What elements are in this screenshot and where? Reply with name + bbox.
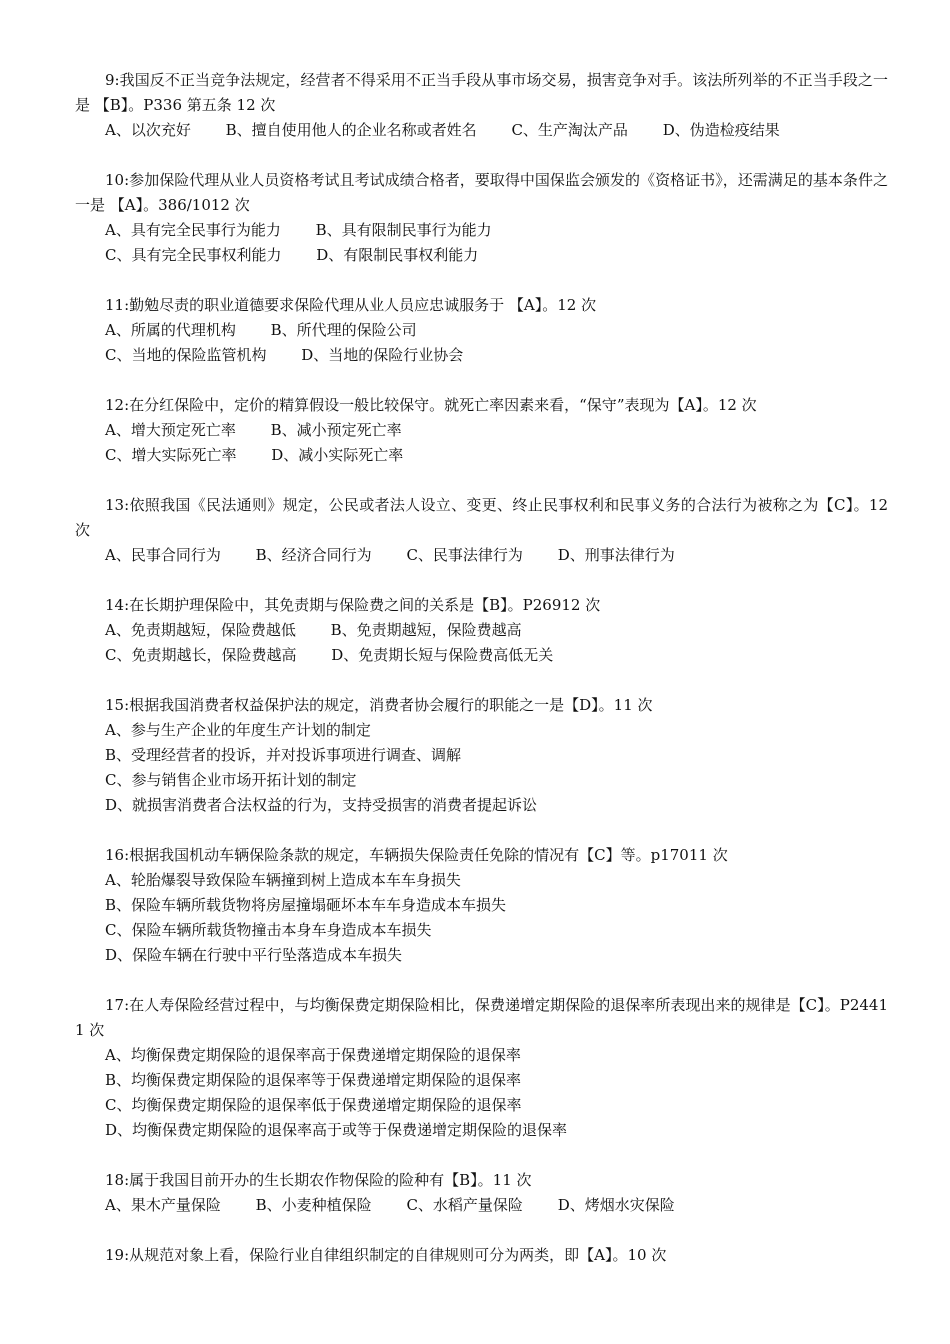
option-b: B、均衡保费定期保险的退保率等于保费递增定期保险的退保率 bbox=[105, 1071, 522, 1089]
question-16 bbox=[75, 843, 888, 968]
option-c: C、当地的保险监管机构 bbox=[105, 346, 267, 364]
question-stem: 15:根据我国消费者权益保护法的规定，消费者协会履行的职能之一是【D】。11 次 bbox=[105, 696, 653, 714]
option-d: D、伪造检疫结果 bbox=[662, 121, 780, 139]
option-d: D、刑事法律行为 bbox=[557, 546, 675, 564]
option-row bbox=[75, 793, 888, 818]
option-a: A、民事合同行为 bbox=[105, 546, 221, 564]
option-a: A、均衡保费定期保险的退保率高于保费递增定期保险的退保率 bbox=[105, 1046, 521, 1064]
option-row bbox=[75, 118, 888, 143]
question-10 bbox=[75, 168, 888, 268]
question-stem: 16:根据我国机动车辆保险条款的规定，车辆损失保险责任免除的情况有【C】等。p17011 次 bbox=[105, 846, 728, 864]
option-b: B、经济合同行为 bbox=[255, 546, 372, 564]
option-d: D、减小实际死亡率 bbox=[271, 446, 404, 464]
option-c: C、参与销售企业市场开拓计划的制定 bbox=[105, 771, 357, 789]
question-stem: 18:属于我国目前开办的生长期农作物保险的险种有【B】。11 次 bbox=[105, 1171, 532, 1189]
option-b: B、所代理的保险公司 bbox=[270, 321, 417, 339]
option-row bbox=[75, 343, 888, 368]
question-12 bbox=[75, 393, 888, 468]
option-row bbox=[75, 893, 888, 918]
question-11 bbox=[75, 293, 888, 368]
option-row bbox=[75, 443, 888, 468]
option-row bbox=[75, 418, 888, 443]
option-c: C、水稻产量保险 bbox=[406, 1196, 523, 1214]
option-row bbox=[75, 918, 888, 943]
option-a: A、果木产量保险 bbox=[105, 1196, 221, 1214]
question-stem: 13:依照我国《民法通则》规定，公民或者法人设立、变更、终止民事权利和民事义务的合法行为被称之为【C】。12 次 bbox=[75, 496, 888, 539]
question-18 bbox=[75, 1168, 888, 1218]
option-row bbox=[75, 543, 888, 568]
option-b: B、免责期越短，保险费越高 bbox=[330, 621, 522, 639]
option-d: D、烤烟水灾保险 bbox=[557, 1196, 675, 1214]
option-c: C、增大实际死亡率 bbox=[105, 446, 237, 464]
option-row bbox=[75, 743, 888, 768]
option-c: C、生产淘汰产品 bbox=[511, 121, 628, 139]
option-row bbox=[75, 643, 888, 668]
option-c: C、免责期越长，保险费越高 bbox=[105, 646, 297, 664]
option-a: A、免责期越短，保险费越低 bbox=[105, 621, 296, 639]
option-d: D、有限制民事权利能力 bbox=[316, 246, 479, 264]
option-row bbox=[75, 943, 888, 968]
option-row bbox=[75, 1068, 888, 1093]
option-row bbox=[75, 1043, 888, 1068]
option-c: C、民事法律行为 bbox=[406, 546, 523, 564]
option-a: A、所属的代理机构 bbox=[105, 321, 236, 339]
option-d: D、均衡保费定期保险的退保率高于或等于保费递增定期保险的退保率 bbox=[105, 1121, 568, 1139]
option-row bbox=[75, 243, 888, 268]
option-b: B、减小预定死亡率 bbox=[270, 421, 402, 439]
option-row bbox=[75, 1093, 888, 1118]
option-row bbox=[75, 868, 888, 893]
option-row bbox=[75, 1118, 888, 1143]
question-19 bbox=[75, 1243, 888, 1268]
question-9 bbox=[75, 68, 888, 143]
question-14 bbox=[75, 593, 888, 668]
question-17 bbox=[75, 993, 888, 1143]
option-row bbox=[75, 768, 888, 793]
question-stem: 14:在长期护理保险中，其免责期与保险费之间的关系是【B】。P26912 次 bbox=[105, 596, 601, 614]
option-c: C、均衡保费定期保险的退保率低于保费递增定期保险的退保率 bbox=[105, 1096, 522, 1114]
option-row bbox=[75, 618, 888, 643]
question-stem: 12:在分红保险中，定价的精算假设一般比较保守。就死亡率因素来看，“保守”表现为【A】。12 次 bbox=[105, 396, 757, 414]
option-c: C、具有完全民事权利能力 bbox=[105, 246, 282, 264]
option-row bbox=[75, 318, 888, 343]
option-a: A、以次充好 bbox=[105, 121, 191, 139]
question-stem: 10:参加保险代理从业人员资格考试且考试成绩合格者，要取得中国保监会颁发的《资格证书》，还需满足的基本条件之一是 【A】。386/1012 次 bbox=[75, 171, 888, 214]
question-stem: 11:勤勉尽责的职业道德要求保险代理从业人员应忠诚服务于 【A】。12 次 bbox=[105, 296, 597, 314]
option-row bbox=[75, 218, 888, 243]
question-stem: 9:我国反不正当竞争法规定，经营者不得采用不正当手段从事市场交易，损害竞争对手。该法所列举的不正当手段之一是 【B】。P336 第五条 12 次 bbox=[75, 71, 888, 114]
option-d: D、当地的保险行业协会 bbox=[301, 346, 464, 364]
option-b: B、擅自使用他人的企业名称或者姓名 bbox=[225, 121, 477, 139]
question-stem: 17:在人寿保险经营过程中，与均衡保费定期保险相比，保费递增定期保险的退保率所表现出来的规律是【C】。P24411 次 bbox=[75, 996, 888, 1039]
option-b: B、具有限制民事行为能力 bbox=[315, 221, 492, 239]
option-row bbox=[75, 1193, 888, 1218]
option-a: A、轮胎爆裂导致保险车辆撞到树上造成本车车身损失 bbox=[105, 871, 461, 889]
option-b: B、小麦种植保险 bbox=[255, 1196, 372, 1214]
question-13 bbox=[75, 493, 888, 568]
option-b: B、保险车辆所载货物将房屋撞塌砸坏本车车身造成本车损失 bbox=[105, 896, 507, 914]
question-stem: 19:从规范对象上看，保险行业自律组织制定的自律规则可分为两类，即【A】。10 次 bbox=[105, 1246, 667, 1264]
option-c: C、保险车辆所载货物撞击本身车身造成本车损失 bbox=[105, 921, 432, 939]
option-row bbox=[75, 718, 888, 743]
option-b: B、受理经营者的投诉，并对投诉事项进行调查、调解 bbox=[105, 746, 462, 764]
question-15 bbox=[75, 693, 888, 818]
option-d: D、保险车辆在行驶中平行坠落造成本车损失 bbox=[105, 946, 403, 964]
option-d: D、就损害消费者合法权益的行为，支持受损害的消费者提起诉讼 bbox=[105, 796, 538, 814]
option-d: D、免责期长短与保险费高低无关 bbox=[331, 646, 554, 664]
option-a: A、具有完全民事行为能力 bbox=[105, 221, 281, 239]
option-a: A、增大预定死亡率 bbox=[105, 421, 236, 439]
option-a: A、参与生产企业的年度生产计划的制定 bbox=[105, 721, 371, 739]
